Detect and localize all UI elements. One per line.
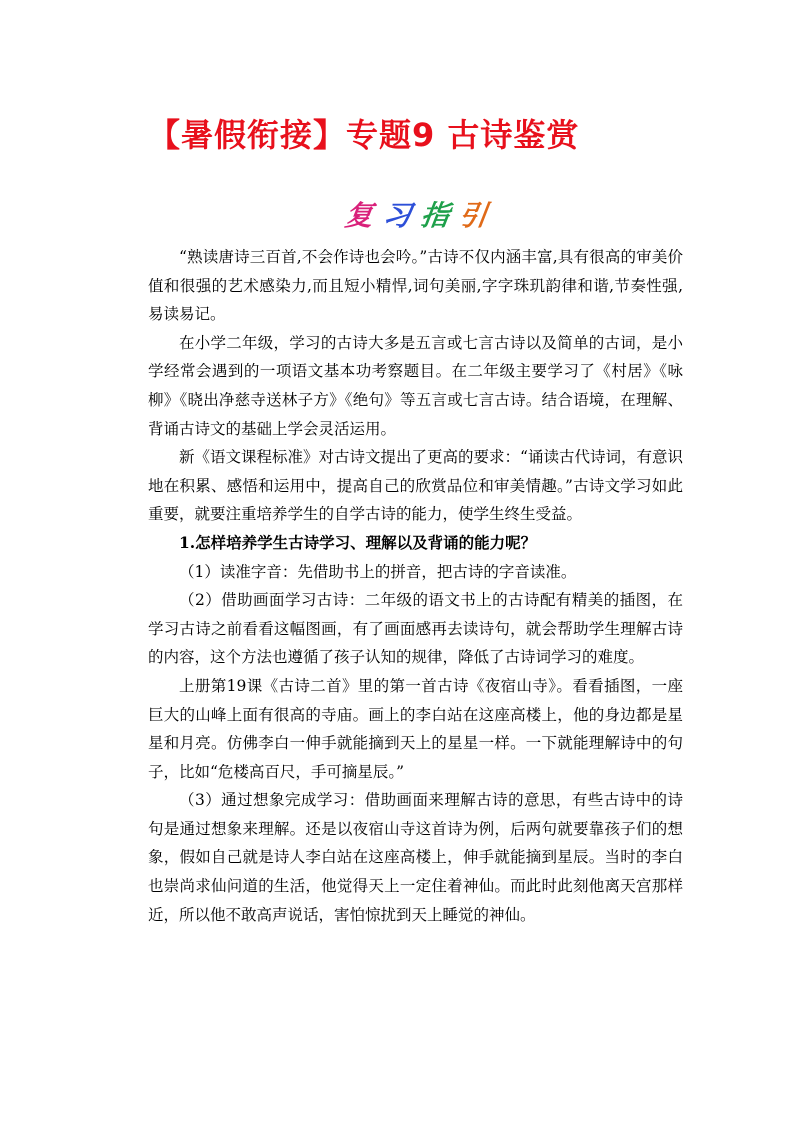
paragraph-example-lesson: 上册第19课《古诗二首》里的第一首古诗《夜宿山寺》。看看插图，一座巨大的山峰上面有很高的寺庙。画上的李白站在这座高楼上，他的身边都是星星和月亮。仿佛李白一伸手就能摘到天上的星星一样。一下就能理解诗中的句子，比如“危楼高百尺，手可摘星辰。” (148, 676, 683, 781)
banner-char-2: 习 (380, 199, 414, 232)
article-body (148, 243, 683, 929)
review-guide-banner (342, 196, 490, 236)
paragraph-intro-quote: “熟读唐诗三百首,不会作诗也会吟。”古诗不仅内涵丰富,具有很高的审美价值和很强的艺术感染力,而且短小精悍,词句美丽,字字珠玑韵律和谐,节奏性强,易读易记。 (148, 248, 683, 324)
banner-char-1: 复 (342, 199, 376, 232)
paragraph-step-1: （1）读准字音：先借助书上的拼音，把古诗的字音读准。 (179, 562, 577, 581)
paragraph-step-3: （3）通过想象完成学习：借助画面来理解古诗的意思，有些古诗中的诗句是通过想象来理解。还是以夜宿山寺这首诗为例，后两句就要靠孩子们的想象，假如自己就是诗人李白站在这座高楼上，伸手就能摘到星辰。当时的李白也崇尚求仙问道的生活，他觉得天上一定住着神仙。而此时此刻他离天宫那样近，所以他不敢高声说话，害怕惊扰到天上睡觉的神仙。 (148, 791, 683, 924)
section-heading: 1.怎样培养学生古诗学习、理解以及背诵的能力呢？ (179, 532, 537, 552)
paragraph-step-2: （2）借助画面学习古诗：二年级的语文书上的古诗配有精美的插图，在学习古诗之前看看这幅图画，有了画面感再去读诗句，就会帮助学生理解古诗的内容，这个方法也遵循了孩子认知的规律，降低了古诗词学习的难度。 (148, 591, 683, 667)
banner-char-3: 指 (418, 199, 452, 232)
paragraph-grade-two: 在小学二年级，学习的古诗大多是五言或七言古诗以及简单的古词，是小学经常会遇到的一项语文基本功考察题目。在二年级主要学习了《村居》《咏柳》《晓出净慈寺送林子方》《绝句》等五言或七言古诗。结合语境，在理解、背诵古诗文的基础上学会灵活运用。 (148, 333, 683, 438)
page-title: 【暑假衔接】专题9 古诗鉴赏 (148, 116, 580, 154)
banner-char-4: 引 (456, 199, 490, 232)
paragraph-curriculum-standard: 新《语文课程标准》对古诗文提出了更高的要求：“诵读古代诗词，有意识地在积累、感悟和运用中，提高自己的欣赏品位和审美情趣。”古诗文学习如此重要，就要注重培养学生的自学古诗的能力，使学生终生受益。 (148, 448, 683, 524)
